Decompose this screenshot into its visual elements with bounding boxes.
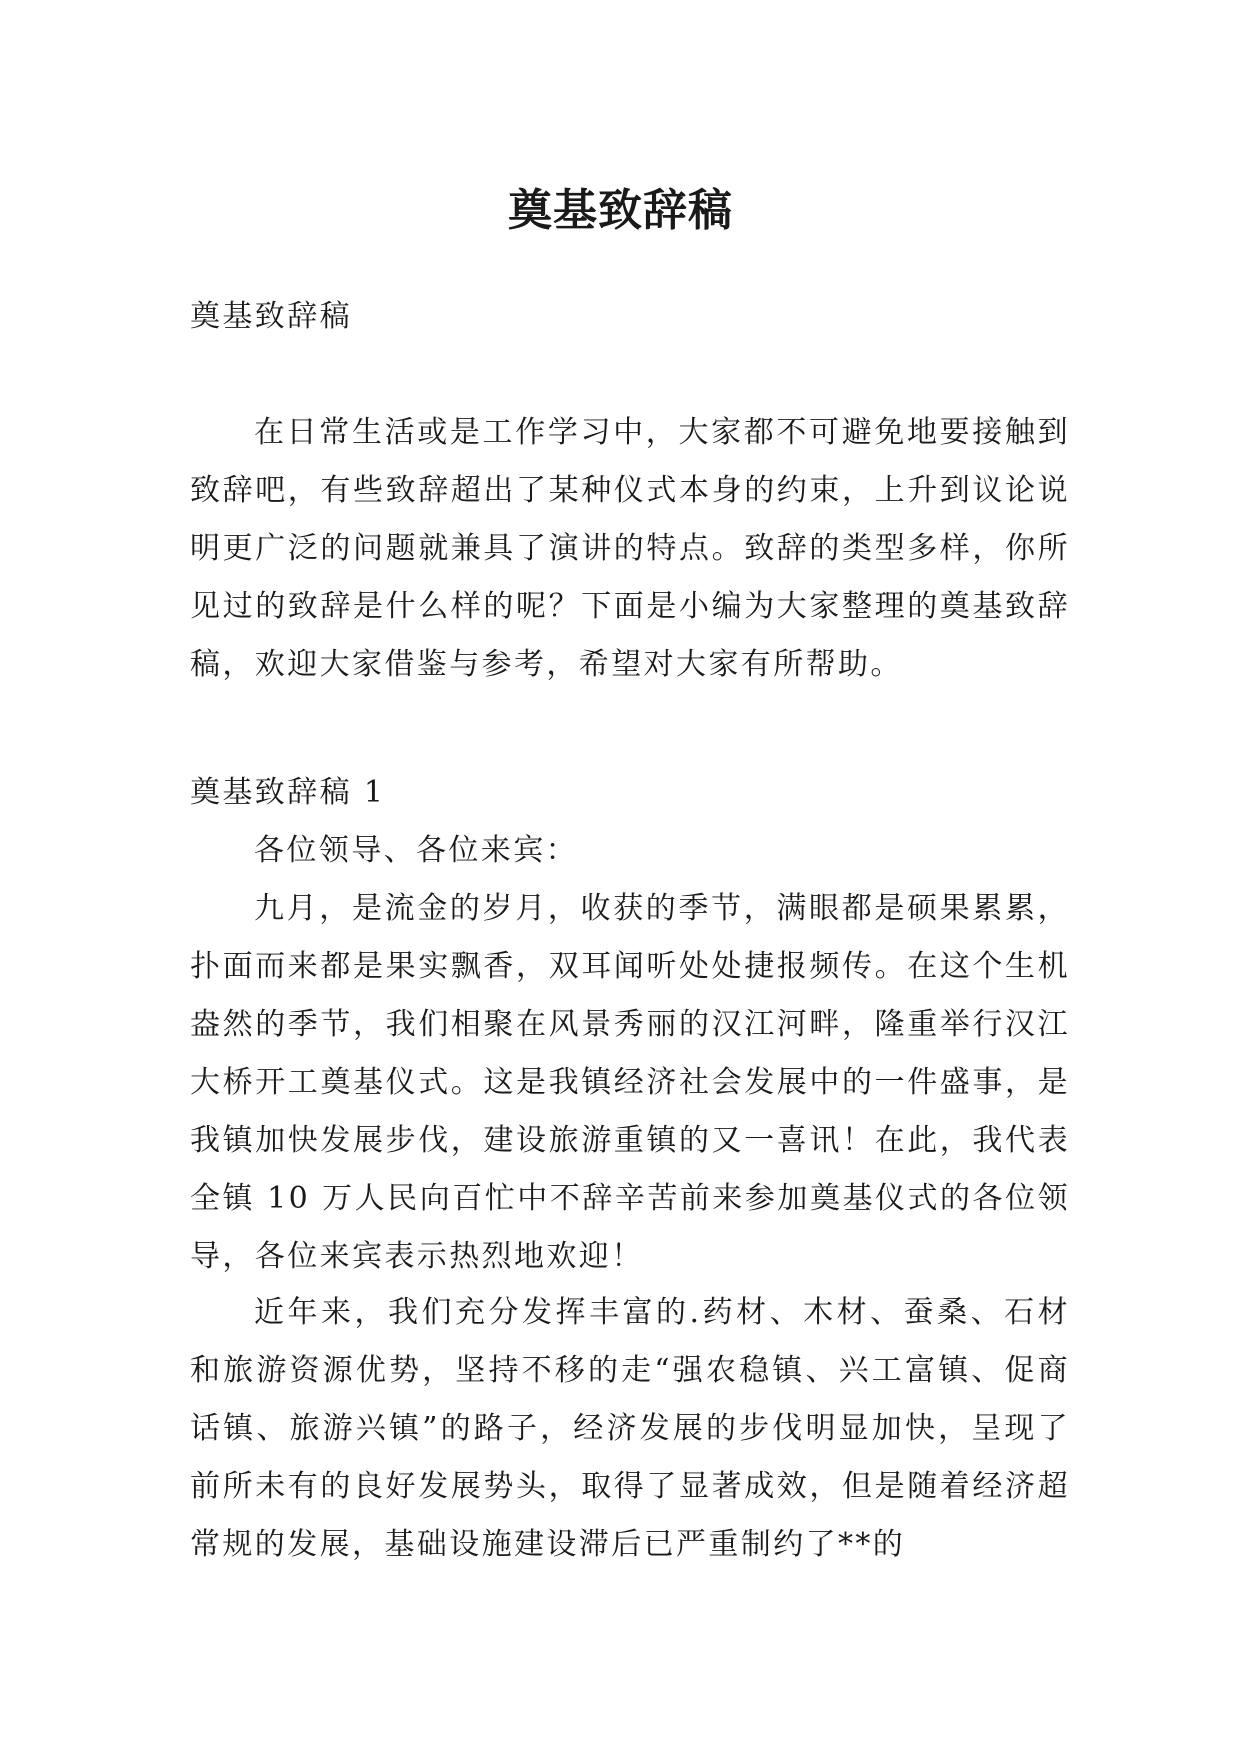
document-title: 奠基致辞稿: [508, 185, 733, 237]
body-paragraph-1: 九月，是流金的岁月，收获的季节，满眼都是硕果累累，扑面而来都是果实飘香，双耳闻听处处捷报频传。在这个生机盎然的季节，我们相聚在风景秀丽的汉江河畔，隆重举行汉江大桥开工奠基仪式。这是我镇经济社会发展中的一件盛事，是我镇加快发展步伐，建设旅游重镇的又一喜讯！在此，我代表全镇 10 万人民向百忙中不辞辛苦前来参加奠基仪式的各位领导，各位来宾表示热烈地欢迎！: [190, 891, 1070, 1274]
section-heading: 奠基致辞稿 1: [190, 775, 386, 810]
document-subtitle: 奠基致辞稿: [190, 299, 352, 334]
intro-paragraph: 在日常生活或是工作学习中，大家都不可避免地要接触到致辞吧，有些致辞超出了某种仪式本身的约束，上升到议论说明更广泛的问题就兼具了演讲的特点。致辞的类型多样，你所见过的致辞是什么样的呢？下面是小编为大家整理的奠基致辞稿，欢迎大家借鉴与参考，希望对大家有所帮助。: [190, 415, 1070, 682]
salutation: 各位领导、各位来宾：: [254, 833, 578, 868]
body-paragraph-2: 近年来，我们充分发挥丰富的.药材、木材、蚕桑、石材和旅游资源优势，坚持不移的走“强农稳镇、兴工富镇、促商话镇、旅游兴镇”的路子，经济发展的步伐明显加快，呈现了前所未有的良好发展势头，取得了显著成效，但是随着经济超常规的发展，基础设施建设滞后已严重制约了**的: [190, 1295, 1070, 1562]
